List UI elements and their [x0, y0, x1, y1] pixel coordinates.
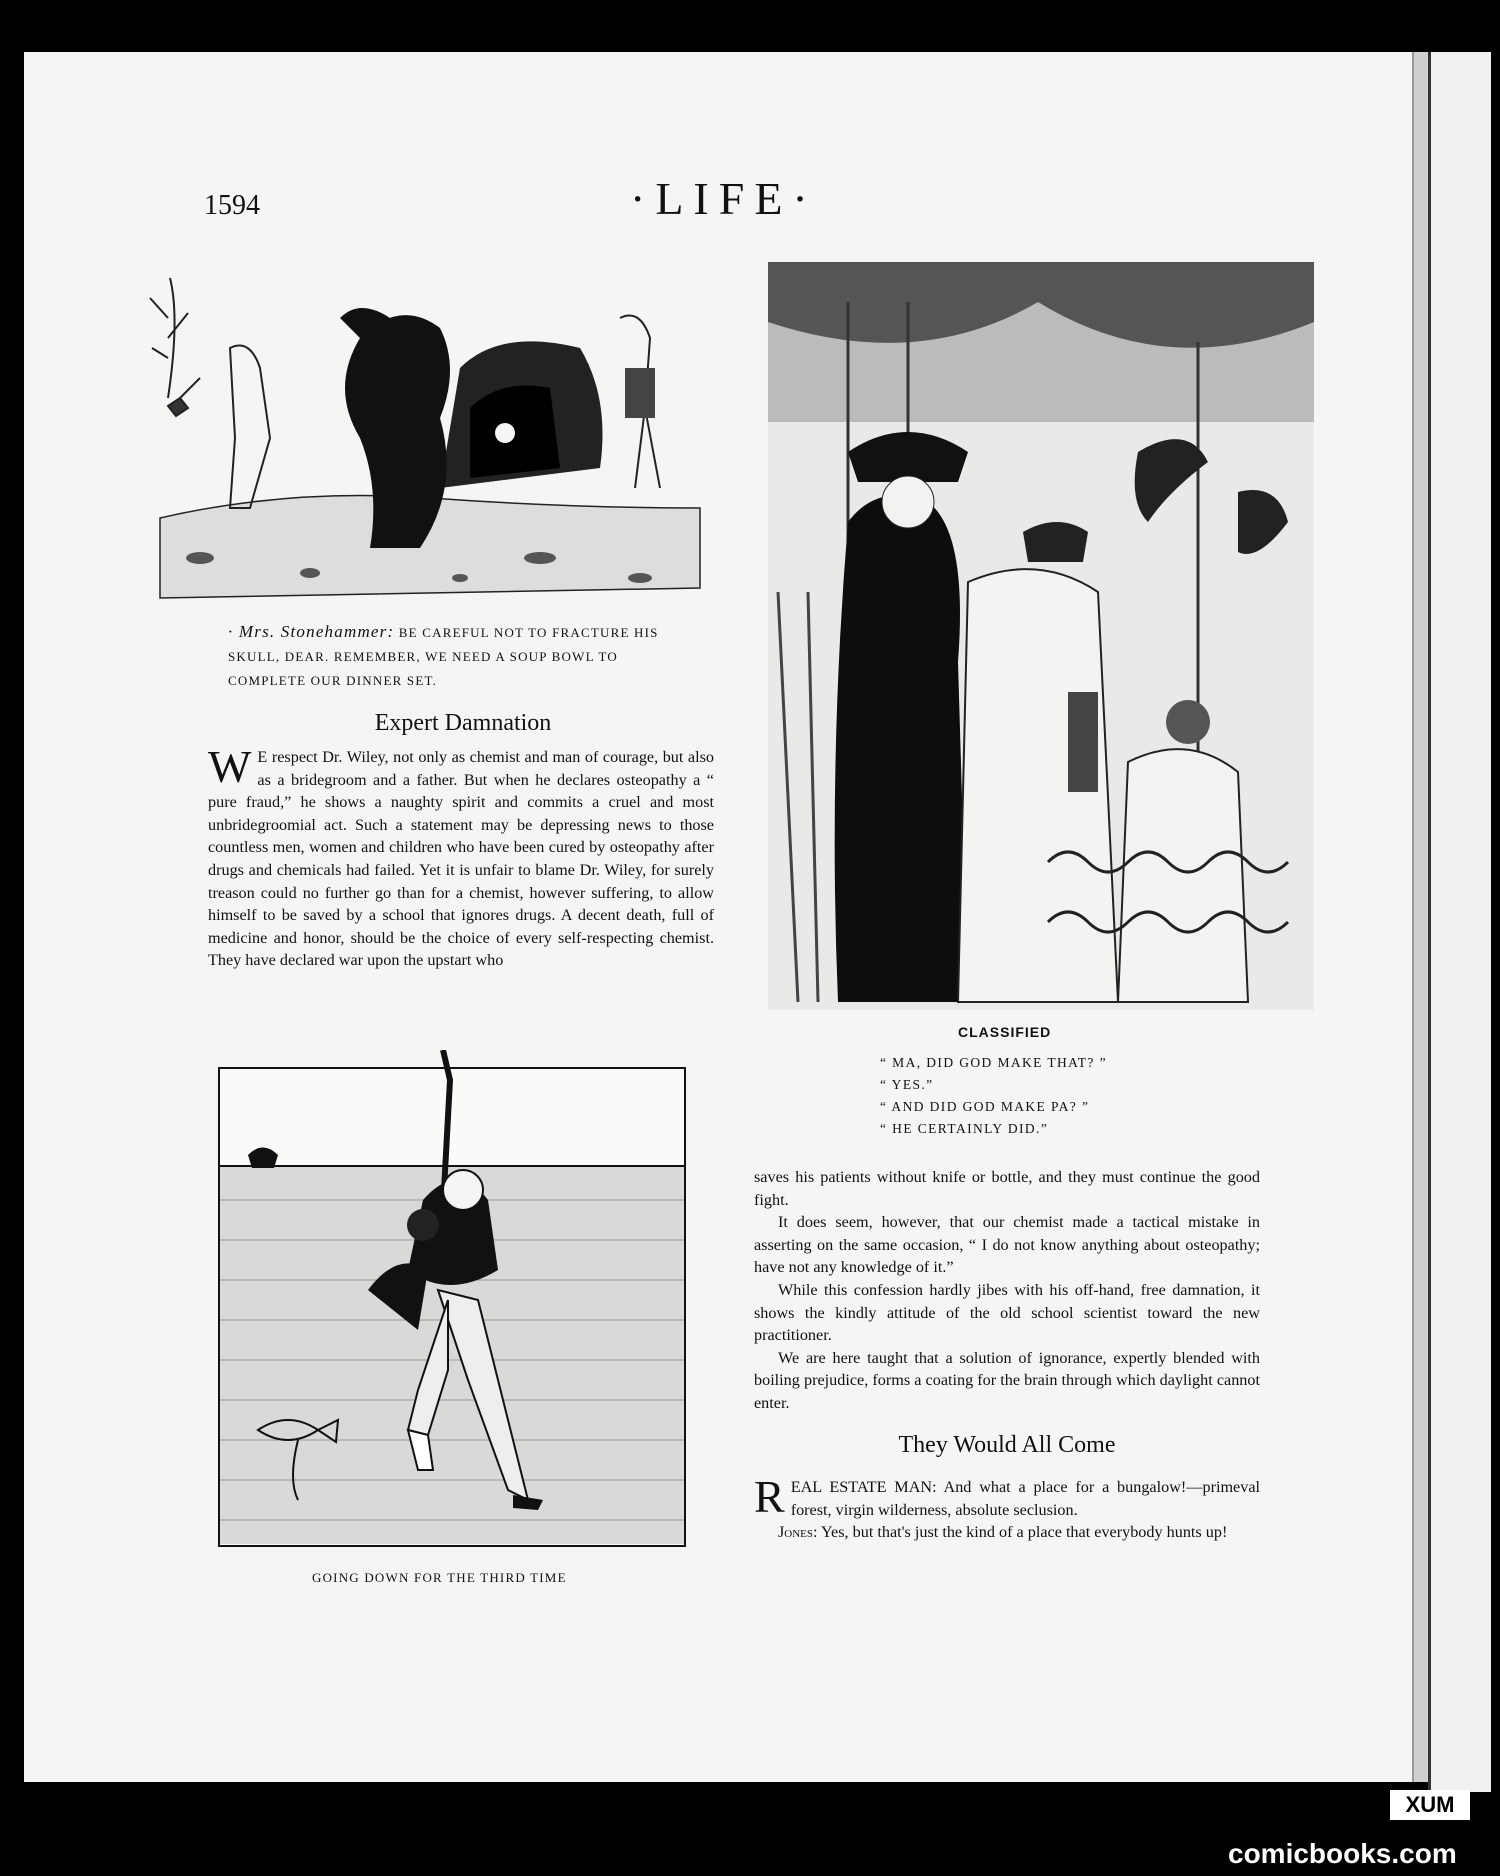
caveman-cartoon: [140, 258, 720, 618]
dialog-line: “ AND DID GOD MAKE PA? ”: [880, 1099, 1090, 1114]
site-watermark: comicbooks.com: [1228, 1838, 1457, 1869]
article-paragraph: It does seem, however, that our chemist made a tactical mistake in asserting on the same occasion, “ I do not know anything about osteopathy; have not any knowledge of it.”: [754, 1213, 1260, 1277]
caption-speaker: · Mrs. Stonehammer:: [228, 622, 395, 641]
article-title-they-would-all-come: They Would All Come: [898, 1432, 1116, 1458]
bottom-cartoon-caption: GOING DOWN FOR THE THIRD TIME: [312, 1570, 567, 1585]
right-cartoon-dialog: [880, 1052, 1107, 1140]
dialog-line: “ YES.”: [880, 1077, 934, 1092]
masthead-title: ·LIFE·: [630, 173, 818, 224]
speaker-real-estate-man: EAL ESTATE MAN:: [790, 1478, 937, 1496]
drop-cap-w: W: [208, 741, 252, 792]
dialog-line: “ MA, DID GOD MAKE THAT? ”: [880, 1055, 1107, 1070]
article2-body: [754, 1471, 1261, 1544]
zoo-cartoon: [768, 262, 1314, 1010]
drowning-cartoon: [218, 1050, 686, 1548]
right-cartoon-title: CLASSIFIED: [958, 1024, 1052, 1040]
article-paragraph: While this confession hardly jibes with his off-hand, free damnation, it shows the kindly attitude of the old school scientist toward the new practitioner.: [754, 1280, 1260, 1345]
article-paragraph: We are here taught that a solution of ignorance, expertly blended with boiling prejudice, forms a coating for the brain through which daylight cannot enter.: [754, 1348, 1260, 1412]
next-page-edge: [1428, 52, 1491, 1792]
article-lead: E respect Dr. Wiley, not only as chemist and man of courage, but also as a bridegroom and a father. But when he declares osteopathy a “ pure fraud,” he shows a naughty spirit and commits a cruel and most unbridegroomial act. Such a statement may be depressing news to those countless men, women and children who have been cured by osteopathy after drugs and chemicals had failed. Yet it is unfair to blame Dr. Wiley, for surely treason could no further go than for a chemist, however suffering, to allow himself to be saved by a school that ignores drugs. A decent death, full of medicine and honor, should be the choice of every self-respecting chemist. They have declared war upon the upstart who: [208, 748, 714, 970]
speaker-jones: Jones:: [778, 1523, 818, 1542]
article-body-left: [208, 741, 714, 972]
dialog-line: “ HE CERTAINLY DID.”: [880, 1121, 1049, 1136]
article-continuation: saves his patients without knife or bottle, and they must continue the good fight.: [754, 1168, 1260, 1209]
xum-logo: XUM: [1390, 1790, 1470, 1820]
article-title-expert-damnation: Expert Damnation: [374, 710, 552, 736]
article-body-right: [754, 1166, 1260, 1415]
caption-text: BE CAREFUL NOT TO FRACTURE HIS SKULL, DEAR. REMEMBER, WE NEED A SOUP BOWL TO COMPLETE OUR DINNER SET.: [228, 625, 659, 688]
drop-cap-r: R: [754, 1471, 785, 1522]
dialogue-line: Yes, but that's just the kind of a place that everybody hunts up!: [820, 1523, 1228, 1542]
dialogue-line: And what a place for a bungalow!—primeval forest, virgin wilderness, absolute seclusion.: [790, 1478, 1261, 1519]
top-cartoon-caption: [228, 620, 698, 693]
page-number: 1594: [204, 190, 260, 221]
